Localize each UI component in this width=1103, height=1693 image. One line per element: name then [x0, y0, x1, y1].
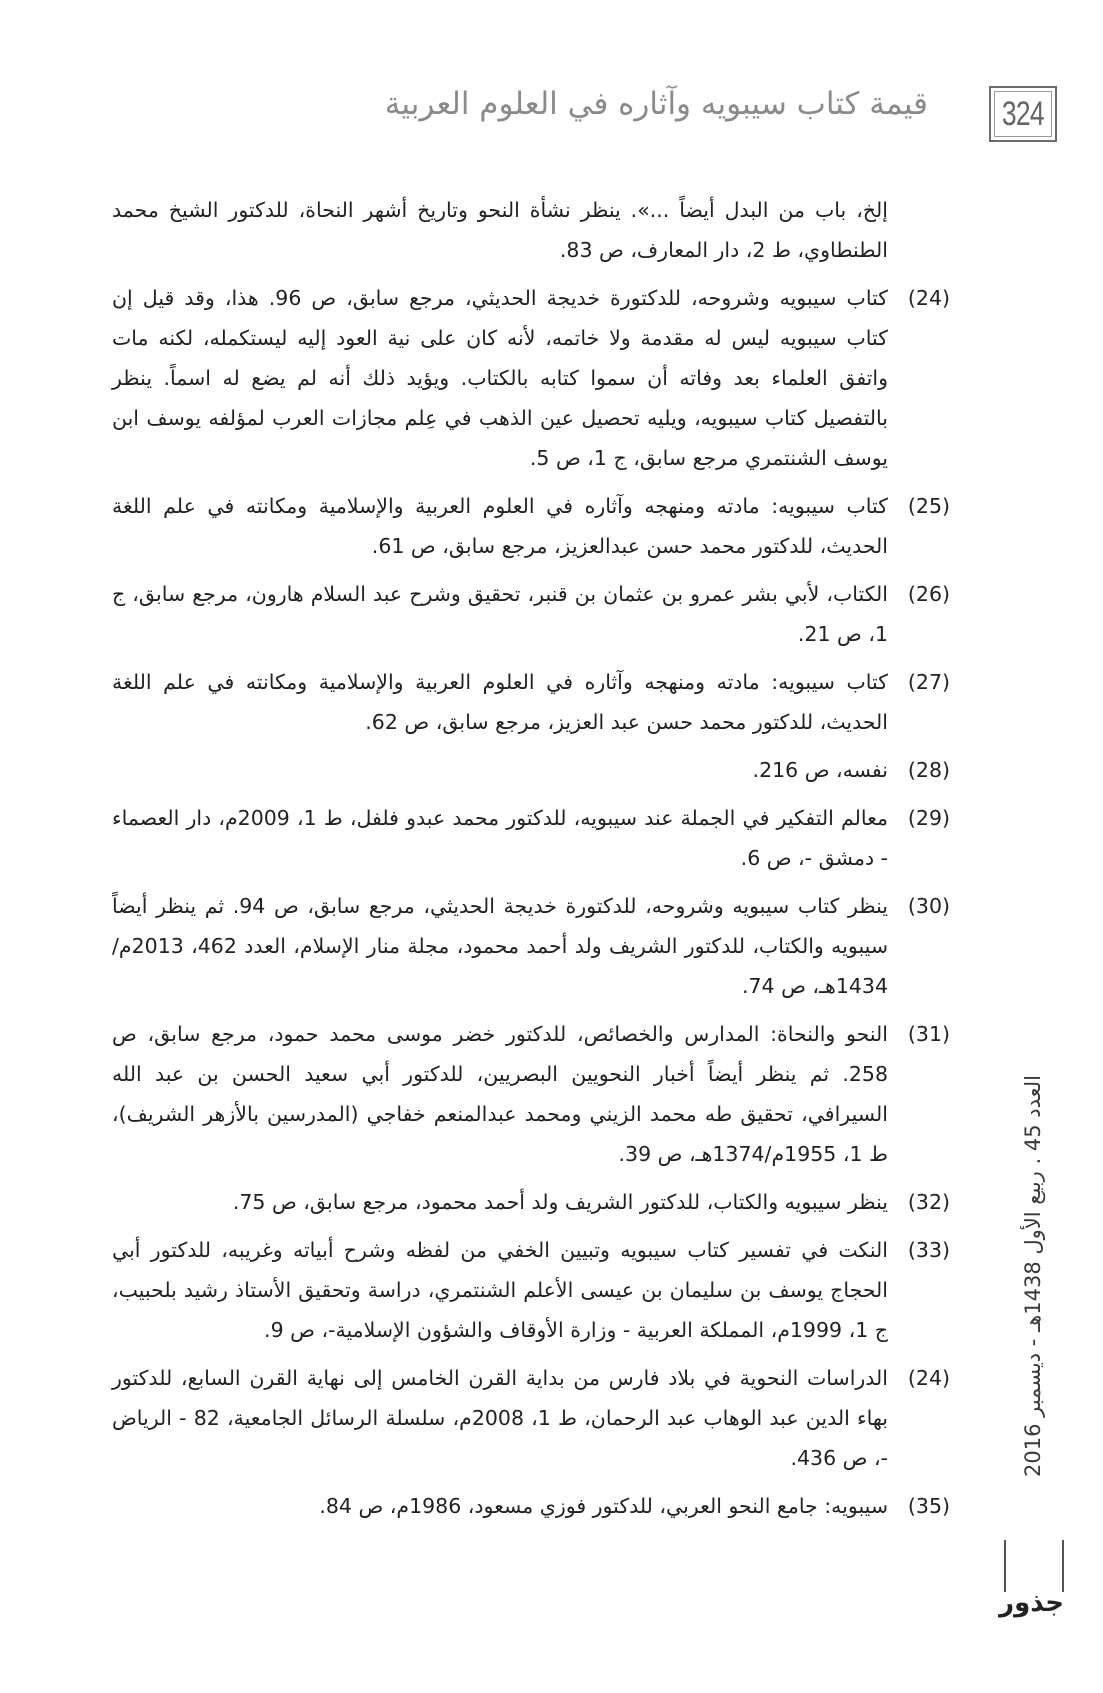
footnote-number: (33) [907, 1238, 950, 1262]
footnote-number: (25) [907, 494, 950, 518]
journal-logo: جذور [999, 1588, 1064, 1618]
footnote-number: (26) [907, 582, 950, 606]
footnote-number: (28) [907, 758, 950, 782]
footnote-text: كتاب سيبويه: مادته ومنهجه وآثاره في العلوم العربية والإسلامية ومكانته في علم اللغة الحديث، للدكتور محمد حسن عبد العزيز، مرجع سابق، ص 62. [112, 670, 888, 734]
footnote [112, 1182, 950, 1222]
footnote-text: كتاب سيبويه وشروحه، للدكتورة خديجة الحديثي، مرجع سابق، ص 96. هذا، وقد قيل إن كتاب سيبويه ليس له مقدمة ولا خاتمه، لأنه كان على نية العود إليه ليستكمله، لكنه مات واتفق العلماء بعد وفاته أن سموا كتابه بالكتاب. ويؤيد ذلك أنه لم يضع له اسماً. ينظر بالتفصيل كتاب سيبويه، ويليه تحصيل عين الذهب في عِلم مجازات العرب لمؤلفه يوسف ابن يوسف الشنتمري مرجع سابق، ج 1، ص 5. [112, 286, 889, 470]
footnote-text: معالم التفكير في الجملة عند سيبويه، للدكتور محمد عبدو فلفل، ط 1، 2009م، دار العصماء - دمشق -، ص 6. [112, 806, 888, 870]
footnote [112, 886, 950, 1006]
footnote-number [888, 190, 950, 270]
footnote-number: (35) [907, 1494, 950, 1518]
footnote [112, 1014, 950, 1174]
footnote [112, 486, 950, 566]
running-header-title: قيمة كتاب سيبويه وآثاره في العلوم العربية [384, 86, 928, 122]
footnote-number: (24) [907, 286, 950, 310]
footnote [112, 278, 950, 478]
footnote-text: كتاب سيبويه: مادته ومنهجه وآثاره في العلوم العربية والإسلامية ومكانته في علم اللغة الحديث، للدكتور محمد حسن عبدالعزيز، مرجع سابق، ص 61. [112, 494, 888, 558]
footnote [112, 1486, 950, 1526]
footnote [112, 1358, 950, 1478]
footnote-text: الكتاب، لأبي بشر عمرو بن عثمان بن قنبر، تحقيق وشرح عبد السلام هارون، مرجع سابق، ج 1، ص 21. [112, 582, 888, 646]
footnote-continuation [112, 190, 950, 270]
divider [1062, 1540, 1064, 1592]
footnote-text: ينظر سيبويه والكتاب، للدكتور الشريف ولد أحمد محمود، مرجع سابق، ص 75. [232, 1190, 888, 1214]
footnote-text: نفسه، ص 216. [752, 758, 888, 782]
footnote-text: إلخ، باب من البدل أيضاً ...». ينظر نشأة النحو وتاريخ أشهر النحاة، للدكتور الشيخ محمد الطنطاوي، ط 2، دار المعارف، ص 83. [112, 198, 888, 262]
footnote [112, 750, 950, 790]
footnote [112, 798, 950, 878]
footnote-text: الدراسات النحوية في بلاد فارس من بداية القرن الخامس إلى نهاية القرن السابع، للدكتور بهاء الدين عبد الوهاب عبد الرحمان، ط 1، 2008م، سلسلة الرسائل الجامعية، 82 - الرياض -، ص 436. [112, 1366, 888, 1470]
footnote-number: (32) [907, 1190, 950, 1214]
footnote [112, 574, 950, 654]
footnote-number: (24) [907, 1366, 950, 1390]
issue-info: العدد 45 . ربيع الأول 1438هـ - ديسمبر 2016 [1021, 1075, 1045, 1477]
footnote-text: النكت في تفسير كتاب سيبويه وتبيين الخفي من لفظه وشرح أبياته وغريبه، للدكتور أبي الحجاج يوسف بن سليمان بن عيسى الأعلم الشنتمري، دراسة وتحقيق الأستاذ رشيد بلحبيب، ج 1، 1999م، المملكة العربية - وزارة الأوقاف والشؤون الإسلامية-، ص 9. [112, 1238, 888, 1342]
footnotes [112, 190, 950, 1534]
footnote-number: (29) [907, 806, 950, 830]
page-number-box [989, 86, 1057, 142]
footnote-number: (31) [907, 1022, 950, 1046]
footnote-text: النحو والنحاة: المدارس والخصائص، للدكتور خضر موسى محمد حمود، مرجع سابق، ص 258. ثم ينظر أيضاً أخبار النحويين البصريين، للدكتور أبي سعيد الحسن بن عبد الله السيرافي، تحقيق طه محمد الزيني ومحمد عبدالمنعم خفاجي (المدرسين بالأزهر الشريف)، ط 1، 1955م/1374هـ، ص 39. [112, 1022, 888, 1166]
footnote-text: سيبويه: جامع النحو العربي، للدكتور فوزي مسعود، 1986م، ص 84. [319, 1494, 888, 1518]
footnote-number: (30) [907, 894, 950, 918]
footnote-text: ينظر كتاب سيبويه وشروحه، للدكتورة خديجة الحديثي، مرجع سابق، ص 94. ثم ينظر أيضاً سيبويه والكتاب، للدكتور الشريف ولد أحمد محمود، مجلة منار الإسلام، العدد 462، 2013م/ 1434هـ، ص 74. [112, 894, 889, 998]
footnote [112, 662, 950, 742]
footnote-number: (27) [907, 670, 950, 694]
page-number: 324 [1002, 94, 1044, 133]
footnote [112, 1230, 950, 1350]
divider [1004, 1540, 1006, 1592]
